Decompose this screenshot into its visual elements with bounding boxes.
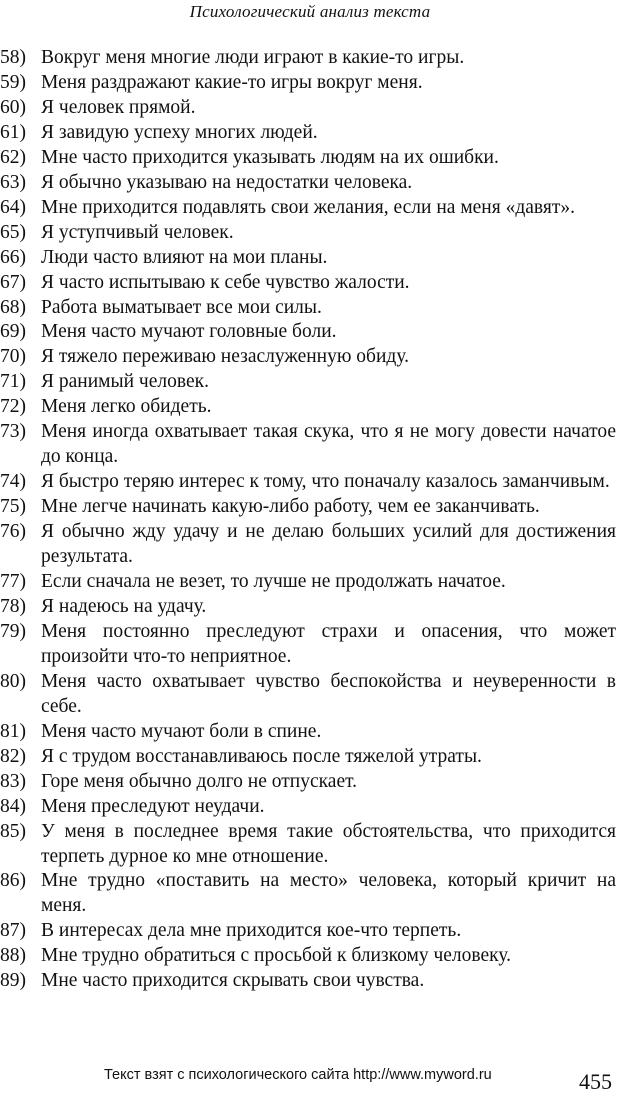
- item-text: В интересах дела мне приходится кое-что терпеть.: [41, 920, 462, 942]
- list-item: [0, 196, 620, 221]
- item-text: Если сначала не везет, то лучше не продолжать начатое.: [41, 571, 506, 593]
- item-number: 89): [0, 970, 26, 992]
- list-item: [0, 370, 620, 395]
- page-number: 455: [579, 1069, 612, 1094]
- item-text: Мне легче начинать какую-либо работу, чем ее заканчивать.: [41, 496, 540, 518]
- item-text: Я обычно указываю на недостатки человека.: [41, 171, 413, 193]
- list-item: [0, 745, 620, 770]
- item-text: Я уступчивый человек.: [41, 221, 234, 243]
- item-number: 62): [0, 146, 26, 168]
- list-item: [0, 171, 620, 196]
- item-text: Я тяжело переживаю незаслуженную обиду.: [41, 346, 409, 368]
- list-item: [0, 345, 620, 370]
- list-item: [0, 570, 620, 595]
- item-number: 82): [0, 745, 26, 767]
- list-item: [0, 121, 620, 146]
- item-number: 64): [0, 196, 26, 218]
- item-text: Меня раздражают какие-то игры вокруг меня.: [41, 71, 423, 93]
- item-number: 77): [0, 571, 26, 593]
- item-number: 59): [0, 71, 26, 93]
- item-text: Меня преследуют неудачи.: [41, 795, 265, 817]
- item-number: 74): [0, 471, 26, 493]
- item-number: 73): [0, 421, 26, 443]
- item-number: 63): [0, 171, 26, 193]
- item-number: 88): [0, 945, 26, 967]
- item-number: 68): [0, 296, 26, 318]
- item-text: Меня постоянно преследуют страхи и опасения, что может произойти что-то неприятное.: [41, 620, 616, 667]
- item-number: 67): [0, 271, 26, 293]
- item-text: Горе меня обычно долго не отпускает.: [41, 770, 358, 792]
- item-number: 79): [0, 620, 26, 642]
- list-item: [0, 271, 620, 296]
- item-text: Я надеюсь на удачу.: [41, 595, 207, 617]
- item-number: 75): [0, 496, 26, 518]
- item-number: 65): [0, 221, 26, 243]
- item-number: 78): [0, 595, 26, 617]
- list-item: [0, 944, 620, 969]
- running-title: Психологический анализ текста: [189, 2, 431, 21]
- list-item: [0, 670, 620, 720]
- item-number: 87): [0, 920, 26, 942]
- item-text: Вокруг меня многие люди играют в какие-то игры.: [41, 47, 465, 68]
- item-text: Меня иногда охватывает такая скука, что я не могу довести начатое до конца.: [41, 421, 616, 468]
- item-text: У меня в последнее время такие обстоятельства, что приходится терпеть дурное ко мне отношение.: [41, 820, 616, 867]
- item-text: Мне часто приходится скрывать свои чувства.: [41, 970, 425, 992]
- list-item: [0, 869, 620, 919]
- list-item: [0, 620, 620, 670]
- item-text: Я завидую успеху многих людей.: [41, 121, 318, 143]
- list-item: [0, 520, 620, 570]
- list-item: [0, 720, 620, 745]
- list-item: [0, 96, 620, 121]
- item-text: Я с трудом восстанавливаюсь после тяжелой утраты.: [41, 745, 482, 767]
- item-number: 86): [0, 870, 26, 892]
- item-text: Я обычно жду удачу и не делаю больших усилий для достижения результата.: [41, 521, 616, 568]
- list-item: [0, 395, 620, 420]
- list-item: [0, 919, 620, 944]
- item-number: 81): [0, 720, 26, 742]
- item-number: 71): [0, 371, 26, 393]
- item-text: Я человек прямой.: [41, 96, 196, 118]
- questionnaire-list: [0, 46, 620, 994]
- list-item: [0, 969, 620, 994]
- item-number: 58): [0, 47, 26, 68]
- item-text: Я ранимый человек.: [41, 371, 209, 393]
- item-number: 72): [0, 396, 26, 418]
- item-text: Меня часто мучают боли в спине.: [41, 720, 322, 742]
- list-item: [0, 46, 620, 71]
- list-item: [0, 820, 620, 870]
- item-text: Люди часто влияют на мои планы.: [41, 246, 328, 268]
- source-note: Текст взят с психологического сайта http://www.myword.ru: [104, 1067, 492, 1083]
- item-number: 69): [0, 321, 26, 343]
- item-number: 70): [0, 346, 26, 368]
- item-number: 76): [0, 521, 26, 543]
- item-text: Мне часто приходится указывать людям на их ошибки.: [41, 146, 499, 168]
- item-text: Работа выматывает все мои силы.: [41, 296, 322, 318]
- item-text: Я быстро теряю интерес к тому, что поначалу казалось заманчивым.: [41, 471, 610, 493]
- item-number: 84): [0, 795, 26, 817]
- item-number: 80): [0, 670, 26, 692]
- item-text: Меня часто мучают головные боли.: [41, 321, 337, 343]
- list-item: [0, 146, 620, 171]
- item-text: Мне приходится подавлять свои желания, если на меня «давят».: [41, 196, 575, 218]
- item-text: Меня легко обидеть.: [41, 396, 212, 418]
- item-number: 61): [0, 121, 26, 143]
- item-text: Меня часто охватывает чувство беспокойства и неуверенности в себе.: [41, 670, 616, 717]
- list-item: [0, 296, 620, 321]
- list-item: [0, 246, 620, 271]
- list-item: [0, 320, 620, 345]
- list-item: [0, 71, 620, 96]
- list-item: [0, 221, 620, 246]
- item-text: Мне трудно «поставить на место» человека, который кричит на меня.: [41, 870, 616, 917]
- item-text: Мне трудно обратиться с просьбой к близкому человеку.: [41, 945, 512, 967]
- item-number: 85): [0, 820, 26, 842]
- list-item: [0, 470, 620, 495]
- item-text: Я часто испытываю к себе чувство жалости.: [41, 271, 410, 293]
- item-number: 60): [0, 96, 26, 118]
- list-item: [0, 495, 620, 520]
- list-item: [0, 420, 620, 470]
- item-number: 83): [0, 770, 26, 792]
- list-item: [0, 770, 620, 795]
- item-number: 66): [0, 246, 26, 268]
- list-item: [0, 595, 620, 620]
- list-item: [0, 795, 620, 820]
